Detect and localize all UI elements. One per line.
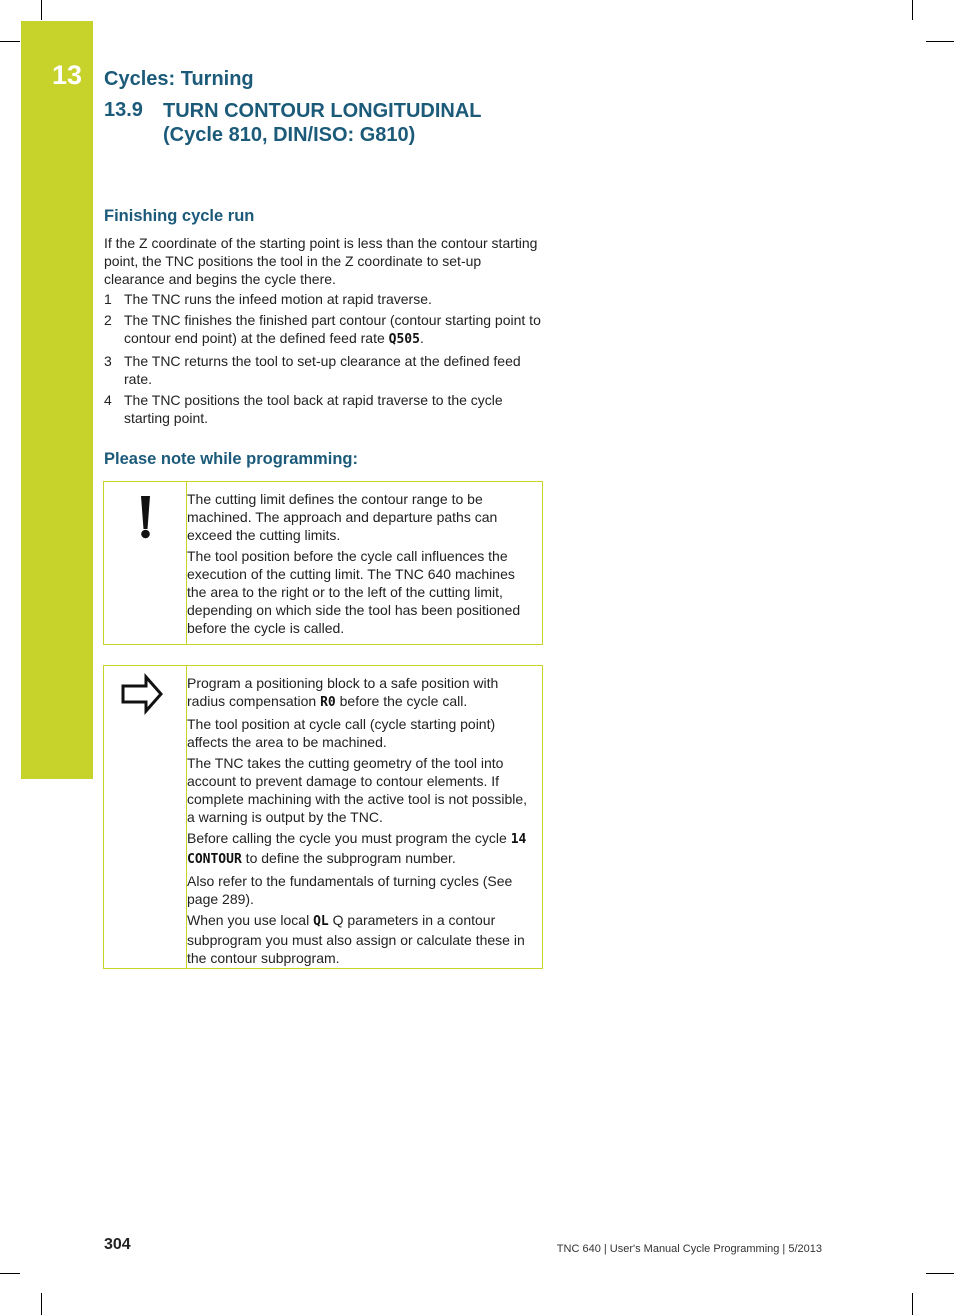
- hint-text: Also refer to the fundamentals of turning cycles (See page 289).: [187, 873, 513, 907]
- crop-mark: [0, 41, 20, 42]
- chapter-sidebar: [21, 21, 93, 779]
- code-r0: R0: [320, 695, 336, 710]
- crop-mark: [0, 1273, 20, 1274]
- code-q505: Q505: [388, 332, 420, 347]
- note-heading: Please note while programming:: [104, 450, 358, 468]
- code-14-contour: 14 CONTOUR: [187, 832, 527, 867]
- footer-info: TNC 640 | User's Manual Cycle Programming | 5/2013: [556, 1243, 822, 1255]
- crop-mark: [41, 1293, 42, 1315]
- hint-text: Program a positioning block to a safe position with radius compensation R0 before the cycle call.: [187, 675, 499, 710]
- crop-mark: [912, 0, 913, 20]
- section-title-line2: (Cycle 810, DIN/ISO: G810): [163, 124, 416, 146]
- chapter-number: 13: [52, 60, 83, 90]
- warning-text: The tool position before the cycle call influences the execution of the cutting limit. The TNC 640 machines the area to the right or to the left of the cutting limit, depending on which side the tool has been positioned before the cycle is called.: [187, 548, 521, 636]
- hint-text: The TNC takes the cutting geometry of the tool into account to prevent damage to contour elements. If complete machining with the active tool is not possible, a warning is output by the TNC.: [187, 755, 528, 825]
- main-content: [104, 206, 544, 477]
- list-item: 4 The TNC positions the tool back at rapid traverse to the cycle starting point.: [104, 392, 503, 426]
- warning-text: The cutting limit defines the contour range to be machined. The approach and departure paths can exceed the cutting limits.: [187, 491, 498, 543]
- finishing-steps: [104, 290, 544, 427]
- list-item: 2 The TNC finishes the finished part contour (contour starting point to contour end point) at the defined feed rate Q505.: [104, 312, 541, 347]
- hint-box: [103, 665, 543, 969]
- finishing-intro: If the Z coordinate of the starting point is less than the contour starting point, the TNC positions the tool in the Z coordinate to set-up clearance and begins the cycle there.: [104, 235, 538, 287]
- crop-mark: [912, 1293, 913, 1315]
- list-item: 3 The TNC returns the tool to set-up clearance at the defined feed rate.: [104, 353, 521, 387]
- chapter-title: Cycles: Turning: [104, 68, 254, 90]
- code-ql: QL: [313, 914, 329, 929]
- hint-text: The tool position at cycle call (cycle starting point) affects the area to be machined.: [187, 716, 496, 750]
- arrow-right-icon: [104, 666, 186, 726]
- section-title-line1: TURN CONTOUR LONGITUDINAL: [163, 100, 482, 122]
- warning-box: [103, 481, 543, 645]
- hint-text: Before calling the cycle you must program the cycle 14 CONTOUR to define the subprogram number.: [187, 830, 527, 867]
- finishing-heading: Finishing cycle run: [104, 207, 255, 225]
- crop-mark: [41, 0, 42, 20]
- section-number: 13.9: [104, 99, 143, 121]
- hint-text: When you use local QL Q parameters in a contour subprogram you must also assign or calculate these in the contour subprogram.: [187, 912, 525, 966]
- crop-mark: [926, 1273, 954, 1274]
- page-number: 304: [104, 1236, 131, 1253]
- list-item: 1 The TNC runs the infeed motion at rapid traverse.: [104, 291, 432, 307]
- section-title: [163, 99, 482, 147]
- crop-mark: [926, 41, 954, 42]
- exclamation-icon: [104, 482, 186, 644]
